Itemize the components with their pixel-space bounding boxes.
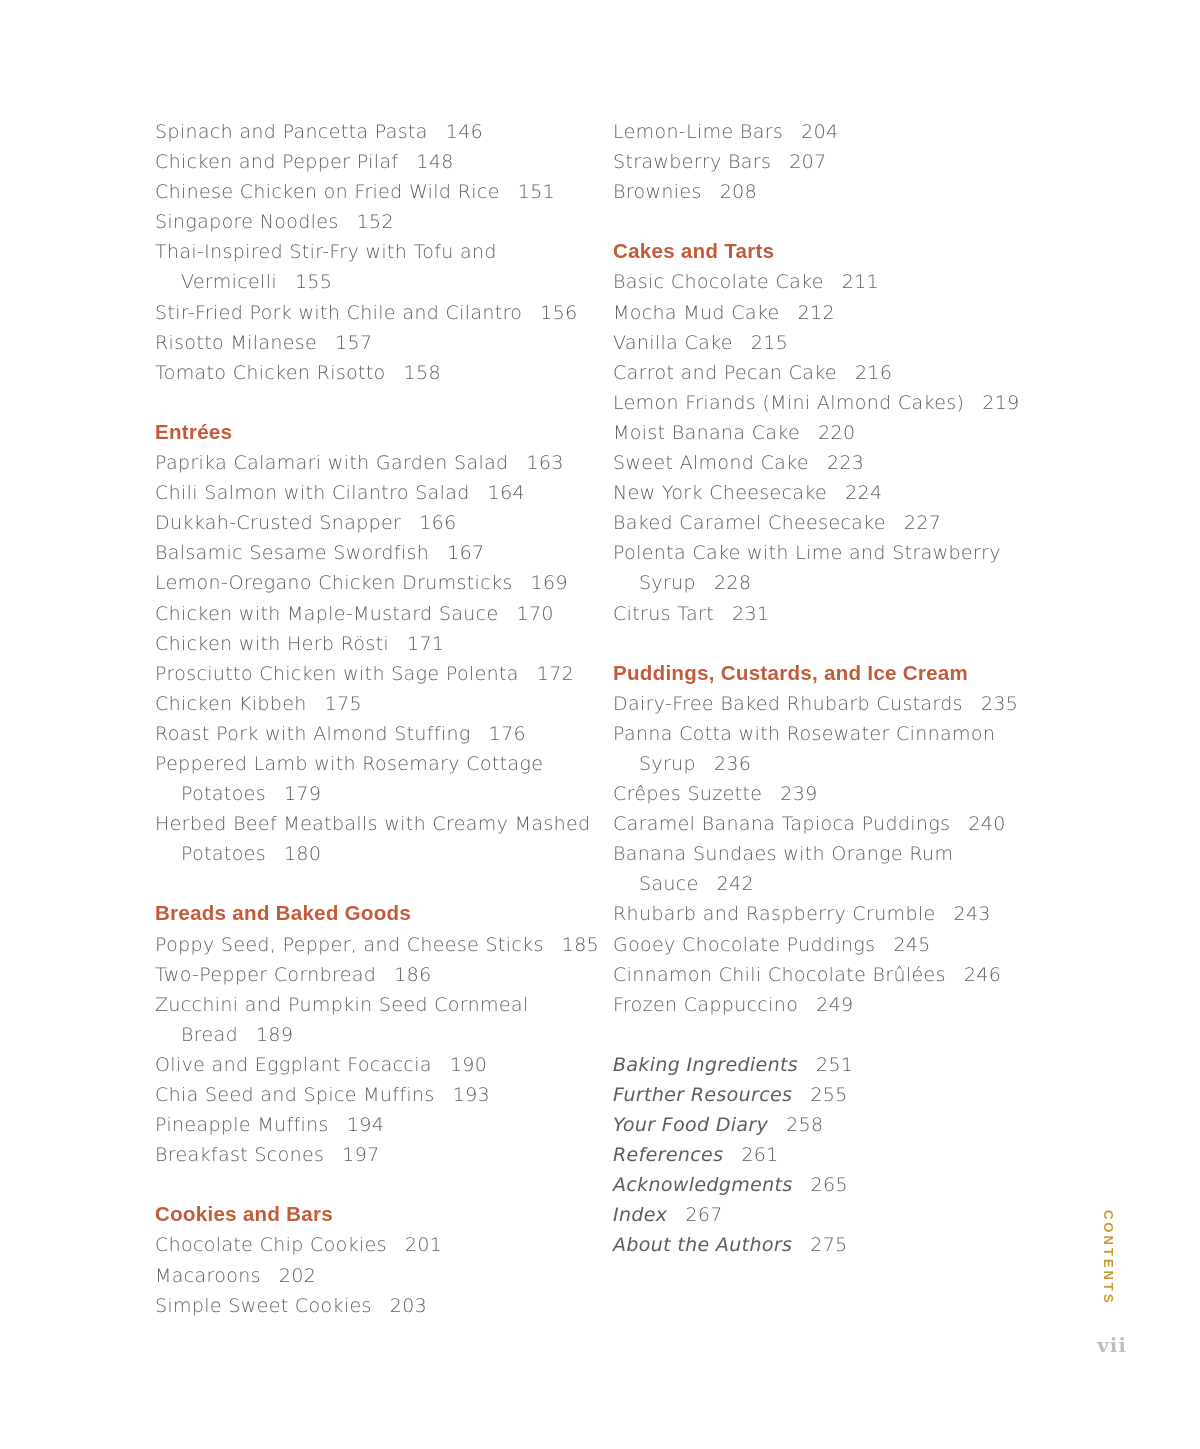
toc-entry — [613, 719, 1043, 749]
entry-title: Two-Pepper Cornbread — [155, 963, 377, 986]
toc-entry — [155, 1140, 585, 1170]
toc-entry — [155, 1291, 585, 1321]
toc-entry — [613, 267, 1043, 297]
entry-title: Crêpes Suzette — [613, 783, 763, 806]
entry-page-number: 245 — [893, 933, 931, 956]
entry-title: Carrot and Pecan Cake — [613, 361, 837, 384]
entry-page-number: 176 — [488, 722, 526, 745]
entry-page-number: 194 — [346, 1114, 385, 1137]
toc-entry — [155, 1050, 585, 1080]
entry-title: Polenta Cake with Lime and Strawberry — [613, 542, 1001, 565]
toc-entry — [155, 298, 585, 328]
entry-page-number: 216 — [854, 361, 893, 384]
entry-page-number: 163 — [526, 452, 564, 475]
entry-title: Syrup — [639, 572, 696, 595]
toc-entry — [613, 839, 1043, 869]
entry-page-number: 157 — [335, 331, 373, 354]
toc-entry — [613, 1110, 1043, 1140]
entry-title: References — [613, 1144, 724, 1167]
entry-page-number: 148 — [416, 151, 454, 174]
entry-title: Basic Chocolate Cake — [613, 271, 824, 294]
entry-page-number: 170 — [516, 602, 554, 625]
section-spacer — [155, 388, 585, 418]
toc-left-column — [155, 117, 600, 1321]
toc-entry — [613, 990, 1043, 1020]
entry-title: Your Food Diary — [613, 1114, 769, 1137]
entry-page-number: 227 — [903, 512, 942, 535]
entry-page-number: 265 — [810, 1174, 848, 1197]
entry-page-number: 164 — [487, 482, 525, 505]
entry-page-number: 166 — [419, 512, 457, 535]
toc-entry — [613, 538, 1043, 568]
entry-page-number: 197 — [342, 1144, 380, 1167]
entry-page-number: 190 — [449, 1053, 488, 1076]
entry-title: Chocolate Chip Cookies — [155, 1234, 387, 1257]
entry-title: Chili Salmon with Cilantro Salad — [155, 482, 470, 505]
entry-title: Stir-Fried Pork with Chile and Cilantro — [155, 301, 523, 324]
toc-entry — [613, 1080, 1043, 1110]
entry-page-number: 258 — [786, 1114, 824, 1137]
toc-entry — [155, 719, 585, 749]
toc-entry — [155, 117, 585, 147]
entry-page-number: 151 — [517, 181, 556, 204]
entry-title: Syrup — [639, 752, 696, 775]
toc-entry — [613, 478, 1043, 508]
entry-page-number: 249 — [816, 993, 854, 1016]
toc-entry — [155, 568, 585, 598]
toc-entry — [613, 177, 1043, 207]
toc-entry — [155, 478, 585, 508]
section-spacer — [613, 1020, 1043, 1050]
toc-entry — [155, 809, 591, 839]
entry-page-number: 240 — [968, 813, 1006, 836]
toc-entry — [155, 960, 585, 990]
entry-title: Sauce — [639, 873, 699, 896]
toc-entry — [613, 779, 1043, 809]
entry-page-number: 243 — [953, 903, 991, 926]
entry-title: Olive and Eggplant Focaccia — [155, 1053, 432, 1076]
entry-title: Prosciutto Chicken with Sage Polenta — [155, 662, 519, 685]
toc-entry — [613, 298, 1043, 328]
entry-title: Frozen Cappuccino — [613, 993, 799, 1016]
entry-page-number: 242 — [716, 873, 754, 896]
entry-page-number: 236 — [713, 752, 752, 775]
entry-title: Banana Sundaes with Orange Rum — [613, 843, 954, 866]
entry-page-number: 167 — [447, 542, 485, 565]
toc-entry — [613, 448, 1043, 478]
entry-page-number: 220 — [818, 421, 856, 444]
entry-page-number: 152 — [356, 211, 394, 234]
entry-title: Thai-Inspired Stir-Fry with Tofu and — [155, 241, 497, 264]
entry-title: Singapore Noodles — [155, 211, 339, 234]
entry-page-number: 156 — [540, 301, 578, 324]
entry-title: Bread — [181, 1023, 238, 1046]
entry-title: Mocha Mud Cake — [613, 301, 780, 324]
toc-entry — [613, 117, 1043, 147]
entry-page-number: 189 — [255, 1023, 294, 1046]
entry-title: Caramel Banana Tapioca Puddings — [613, 813, 951, 836]
toc-entry — [155, 508, 585, 538]
entry-title: Herbed Beef Meatballs with Creamy Mashed — [155, 813, 591, 836]
entry-title: New York Cheesecake — [613, 482, 828, 505]
entry-title: Sweet Almond Cake — [613, 452, 809, 475]
entry-title: Panna Cotta with Rosewater Cinnamon — [613, 722, 996, 745]
entry-page-number: 179 — [283, 783, 322, 806]
entry-title: Risotto Milanese — [155, 331, 318, 354]
entry-title: Balsamic Sesame Swordfish — [155, 542, 430, 565]
toc-entry — [155, 689, 585, 719]
toc-entry — [155, 629, 585, 659]
toc-entry — [155, 659, 585, 689]
toc-entry — [155, 930, 600, 960]
entry-title: Peppered Lamb with Rosemary Cottage — [155, 752, 544, 775]
toc-entry — [155, 358, 585, 388]
toc-entry-continuation — [613, 568, 1043, 598]
entry-title: Simple Sweet Cookies — [155, 1294, 372, 1317]
entry-page-number: 207 — [789, 151, 827, 174]
entry-page-number: 203 — [389, 1294, 428, 1317]
toc-entry — [613, 599, 1043, 629]
entry-title: Chia Seed and Spice Muffins — [155, 1084, 435, 1106]
toc-entry — [155, 147, 585, 177]
toc-entry — [155, 1230, 585, 1260]
section-heading-cookies-and-bars: Cookies and Bars — [155, 1203, 333, 1227]
entry-page-number: 246 — [963, 963, 1002, 986]
entry-title: Lemon Friands (Mini Almond Cakes) — [613, 391, 965, 414]
entry-title: Chicken with Maple-Mustard Sauce — [155, 602, 499, 625]
toc-entry-continuation — [155, 779, 585, 809]
toc-entry — [613, 1170, 1043, 1200]
entry-title: Macaroons — [155, 1264, 261, 1287]
entry-page-number: 185 — [561, 933, 600, 956]
section-heading-breads-and-baked-goods: Breads and Baked Goods — [155, 902, 412, 926]
entry-page-number: 158 — [403, 361, 441, 384]
entry-title: Potatoes — [181, 843, 266, 866]
entry-title: Zucchini and Pumpkin Seed Cornmeal — [155, 993, 529, 1016]
entry-page-number: 180 — [283, 843, 322, 866]
toc-entry — [155, 1080, 585, 1110]
entry-page-number: 211 — [841, 271, 880, 294]
toc-entry — [613, 358, 1043, 388]
toc-entry — [613, 508, 1043, 538]
toc-right-column — [613, 117, 1043, 1261]
entry-title: Moist Banana Cake — [613, 421, 801, 444]
entry-page-number: 223 — [826, 452, 865, 475]
toc-entry — [155, 328, 585, 358]
entry-page-number: 172 — [536, 662, 575, 685]
entry-title: Chicken with Herb Rösti — [155, 632, 390, 655]
entry-page-number: 228 — [713, 572, 752, 595]
contents-side-label: CONTENTS — [1101, 1210, 1116, 1306]
entry-title: Further Resources — [613, 1084, 793, 1106]
toc-entry — [155, 448, 585, 478]
entry-page-number: 204 — [801, 121, 839, 143]
entry-title: Rhubarb and Raspberry Crumble — [613, 903, 936, 926]
toc-entry — [613, 930, 1043, 960]
entry-title: Cinnamon Chili Chocolate Brûlées — [613, 963, 946, 986]
entry-title: Baked Caramel Cheesecake — [613, 512, 886, 535]
entry-page-number: 235 — [980, 692, 1019, 715]
toc-entry — [155, 990, 585, 1020]
entry-page-number: 231 — [732, 602, 770, 625]
toc-entry — [613, 1140, 1043, 1170]
entry-title: Citrus Tart — [613, 602, 715, 625]
entry-page-number: 208 — [719, 181, 758, 204]
toc-entry — [155, 177, 585, 207]
entry-title: Brownies — [613, 181, 702, 204]
toc-entry — [155, 237, 585, 267]
entry-title: Poppy Seed, Pepper, and Cheese Sticks — [155, 933, 544, 956]
toc-entry — [613, 328, 1043, 358]
entry-title: Strawberry Bars — [613, 151, 772, 174]
entry-page-number: 219 — [982, 391, 1020, 414]
entry-title: Breakfast Scones — [155, 1144, 325, 1167]
section-spacer — [155, 1170, 585, 1200]
toc-entry-continuation — [613, 869, 1043, 899]
entry-page-number: 202 — [278, 1264, 317, 1287]
entry-page-number: 255 — [810, 1084, 848, 1106]
toc-entry — [613, 809, 1043, 839]
toc-entry — [613, 1230, 1043, 1260]
toc-entry — [613, 147, 1043, 177]
entry-title: Roast Pork with Almond Stuffing — [155, 722, 471, 745]
section-heading-entrees: Entrées — [155, 420, 233, 444]
entry-title: Lemon-Lime Bars — [613, 121, 784, 143]
toc-entry — [613, 689, 1043, 719]
section-spacer — [613, 629, 1043, 659]
toc-entry — [613, 418, 1043, 448]
entry-title: Gooey Chocolate Puddings — [613, 933, 876, 956]
entry-page-number: 251 — [816, 1053, 854, 1076]
toc-entry — [613, 1050, 1043, 1080]
entry-title: Vanilla Cake — [613, 331, 733, 354]
toc-entry-continuation — [613, 749, 1043, 779]
toc-entry-continuation — [155, 267, 585, 297]
section-spacer — [613, 207, 1043, 237]
entry-title: Paprika Calamari with Garden Salad — [155, 452, 509, 475]
entry-page-number: 169 — [530, 572, 568, 595]
toc-entry — [155, 1261, 585, 1291]
entry-page-number: 261 — [741, 1144, 779, 1167]
entry-page-number: 224 — [845, 482, 883, 505]
toc-entry — [155, 538, 585, 568]
entry-page-number: 239 — [780, 783, 818, 806]
entry-title: Lemon-Oregano Chicken Drumsticks — [155, 572, 513, 595]
entry-title: Chicken Kibbeh — [155, 692, 307, 715]
entry-title: Chicken and Pepper Pilaf — [155, 151, 399, 174]
entry-page-number: 155 — [294, 271, 333, 294]
toc-entry — [155, 1110, 585, 1140]
entry-page-number: 215 — [750, 331, 789, 354]
entry-title: Pineapple Muffins — [155, 1114, 329, 1137]
entry-page-number: 175 — [324, 692, 362, 715]
toc-entry — [613, 899, 1043, 929]
section-heading-cakes-and-tarts: Cakes and Tarts — [613, 240, 775, 264]
toc-entry — [155, 749, 585, 779]
entry-page-number: 171 — [407, 632, 445, 655]
entry-title: Dukkah-Crusted Snapper — [155, 512, 402, 535]
entry-title: Dairy-Free Baked Rhubarb Custards — [613, 692, 963, 715]
toc-entry-continuation — [155, 839, 585, 869]
toc-entry — [155, 599, 585, 629]
entry-title: Tomato Chicken Risotto — [155, 361, 386, 384]
entry-title: Potatoes — [181, 783, 266, 806]
entry-title: Vermicelli — [181, 271, 277, 294]
entry-page-number: 186 — [394, 963, 432, 986]
section-heading-puddings-custards-and-ice-cream: Puddings, Custards, and Ice Cream — [613, 661, 969, 685]
entry-page-number: 275 — [810, 1234, 848, 1257]
toc-entry-continuation — [155, 1020, 585, 1050]
toc-entry — [613, 1200, 1043, 1230]
entry-page-number: 193 — [452, 1084, 490, 1106]
toc-entry — [613, 388, 1043, 418]
toc-entry — [613, 960, 1043, 990]
entry-title: Chinese Chicken on Fried Wild Rice — [155, 181, 500, 204]
entry-page-number: 201 — [404, 1234, 443, 1257]
page-number: vii — [1097, 1333, 1127, 1357]
entry-page-number: 146 — [445, 121, 484, 143]
section-spacer — [155, 869, 585, 899]
entry-title: Spinach and Pancetta Pasta — [155, 121, 428, 143]
entry-page-number: 212 — [797, 301, 835, 324]
entry-title: About the Authors — [613, 1234, 793, 1257]
toc-entry — [155, 207, 585, 237]
entry-title: Baking Ingredients — [613, 1053, 799, 1076]
entry-title: Acknowledgments — [613, 1174, 793, 1197]
entry-title: Index — [613, 1204, 668, 1227]
entry-page-number: 267 — [685, 1204, 723, 1227]
